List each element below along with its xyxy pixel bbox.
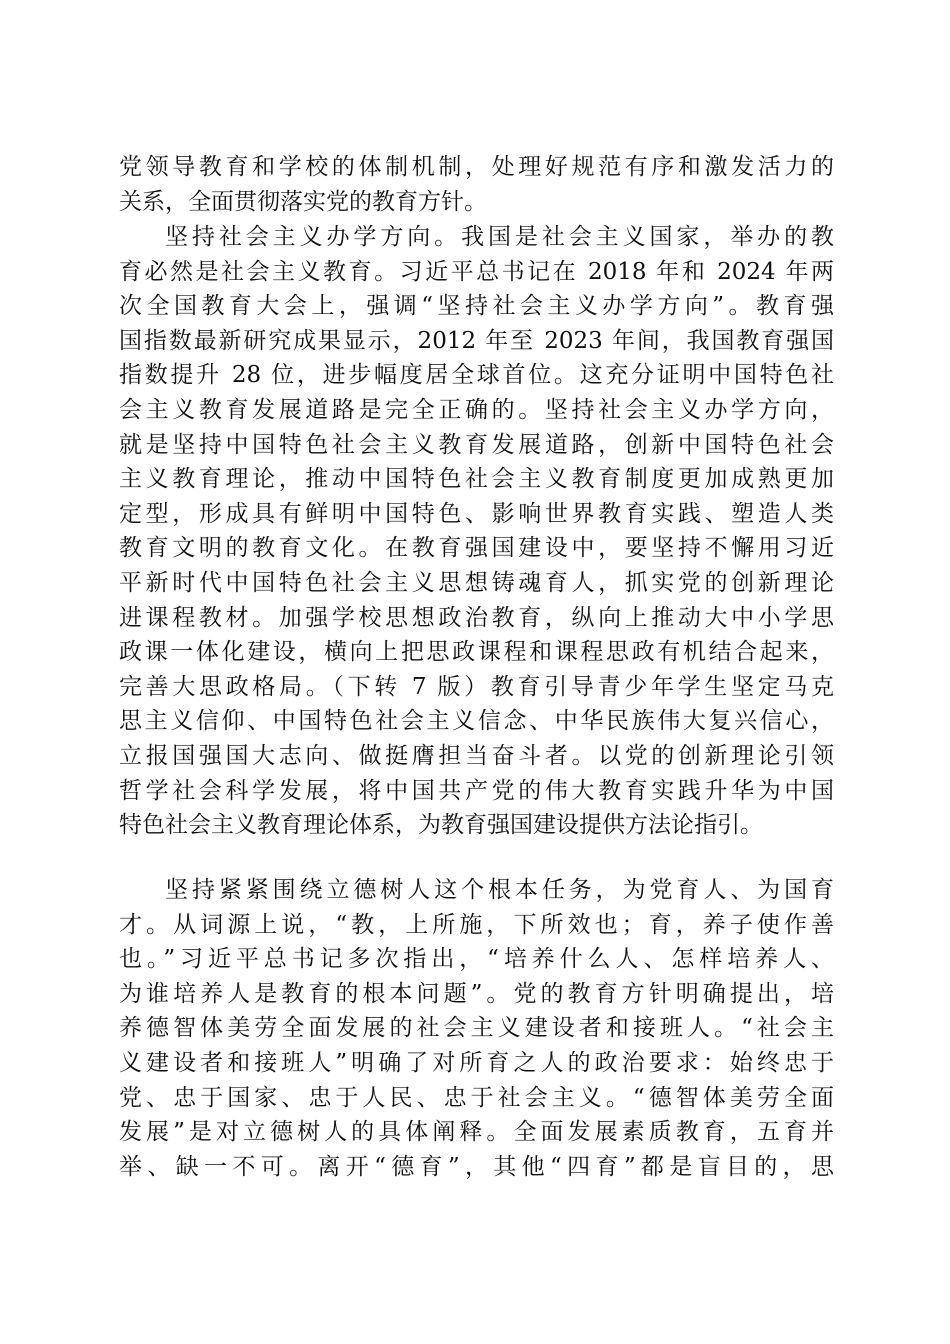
text-line: 举、缺一不可。离开“德育”，其他“四育”都是盲目的，思 xyxy=(119,1153,834,1180)
text-line: 特色社会主义教育理论体系，为教育强国建设提供方法论指引。 xyxy=(119,812,763,839)
paragraph-moral-education xyxy=(119,873,834,1184)
text-line: 哲学社会科学发展，将中国共产党的伟大教育实践升华为中国 xyxy=(119,777,834,804)
text-line: 就是坚持中国特色社会主义教育发展道路，创新中国特色社会 xyxy=(119,431,834,458)
text-line: 定型，形成具有鲜明中国特色、影响世界教育实践、塑造人类 xyxy=(119,500,834,527)
text-line: 政课一体化建设，横向上把思政课程和课程思政有机结合起来， xyxy=(119,639,834,666)
text-line: 次全国教育大会上，强调“坚持社会主义办学方向”。教育强 xyxy=(119,293,834,320)
text-line: 思主义信仰、中国特色社会主义信念、中华民族伟大复兴信心， xyxy=(119,708,834,735)
text-line: 党、忠于国家、忠于人民、忠于社会主义。“德智体美劳全面 xyxy=(119,1084,834,1111)
text-line: 为谁培养人是教育的根本问题”。党的教育方针明确提出，培 xyxy=(119,980,834,1007)
text-line: 会主义教育发展道路是完全正确的。坚持社会主义办学方向， xyxy=(119,396,834,423)
text-line: 立报国强国大志向、做挺膺担当奋斗者。以党的创新理论引领 xyxy=(119,742,834,769)
text-line: 国指数最新研究成果显示，2012 年至 2023 年间，我国教育强国 xyxy=(119,327,834,354)
text-line: 养德智体美劳全面发展的社会主义建设者和接班人。“社会主 xyxy=(119,1015,834,1042)
text-line: 教育文明的教育文化。在教育强国建设中，要坚持不懈用习近 xyxy=(119,535,834,562)
paragraph-socialist-direction xyxy=(119,220,834,843)
paragraph-party-leadership xyxy=(119,150,834,219)
text-line: 主义教育理论，推动中国特色社会主义教育制度更加成熟更加 xyxy=(119,466,834,493)
text-line: 平新时代中国特色社会主义思想铸魂育人，抓实党的创新理论 xyxy=(119,569,834,596)
text-line: 党领导教育和学校的体制机制，处理好规范有序和激发活力的 xyxy=(119,154,834,180)
text-line: 义建设者和接班人”明确了对所育之人的政治要求：始终忠于 xyxy=(119,1049,834,1076)
text-line: 发展”是对立德树人的具体阐释。全面发展素质教育，五育并 xyxy=(119,1119,834,1146)
text-line: 指数提升 28 位，进步幅度居全球首位。这充分证明中国特色社 xyxy=(119,362,834,389)
text-line: 坚持社会主义办学方向。我国是社会主义国家，举办的教 xyxy=(165,224,834,250)
text-line: 才。从词源上说，“教，上所施，下所效也；育，养子使作善 xyxy=(119,911,834,938)
text-line: 坚持紧紧围绕立德树人这个根本任务，为党育人、为国育 xyxy=(165,877,834,903)
text-line: 关系，全面贯彻落实党的教育方针。 xyxy=(119,188,487,215)
text-line: 也。”习近平总书记多次指出，“培养什么人、怎样培养人、 xyxy=(119,946,834,973)
text-line: 完善大思政格局。（下转 7 版）教育引导青少年学生坚定马克 xyxy=(119,673,834,700)
text-line: 进课程教材。加强学校思想政治教育，纵向上推动大中小学思 xyxy=(119,604,834,631)
text-line: 育必然是社会主义教育。习近平总书记在 2018 年和 2024 年两 xyxy=(119,258,834,285)
